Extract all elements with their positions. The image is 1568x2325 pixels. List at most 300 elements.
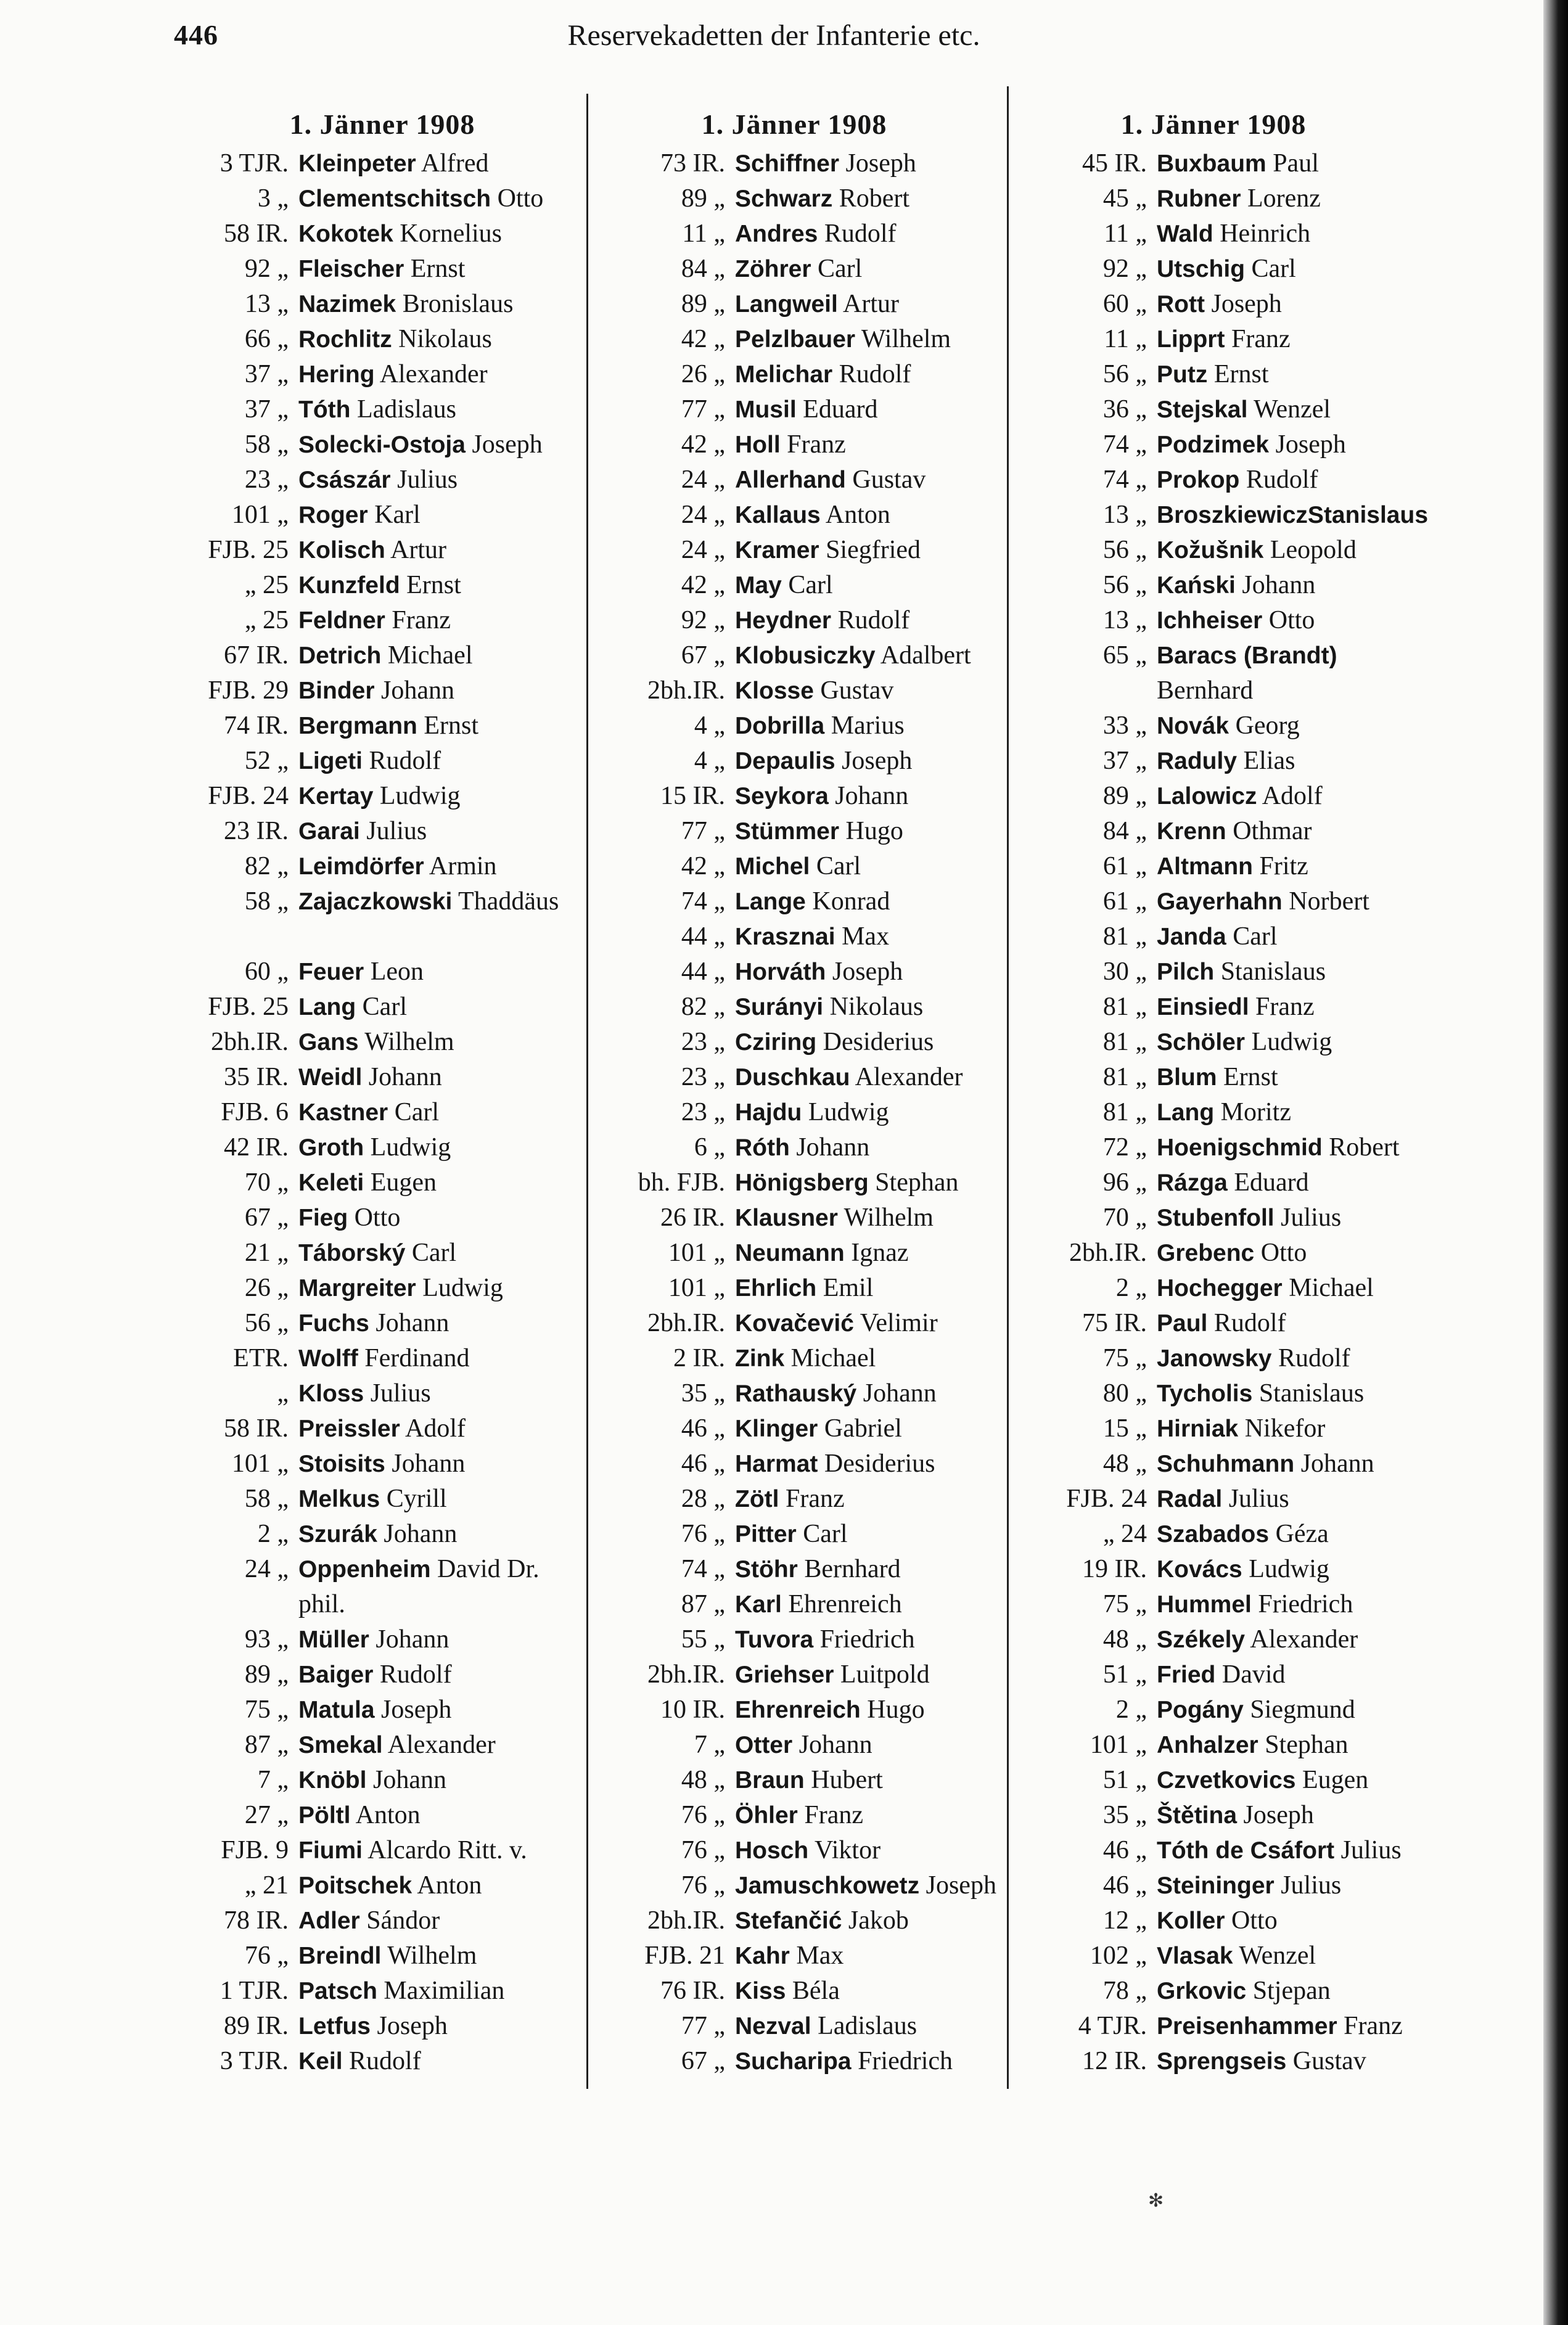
surname: Michel <box>735 853 810 880</box>
list-item <box>185 814 580 849</box>
surname: Fuchs <box>298 1310 369 1337</box>
person-name <box>735 1657 991 1692</box>
surname: Leimdörfer <box>298 853 424 880</box>
list-item <box>597 779 991 814</box>
surname: Schöler <box>1157 1029 1246 1056</box>
surname: Roger <box>298 502 368 528</box>
given-name: Ludwig <box>373 782 461 810</box>
person-name <box>1157 1060 1411 1095</box>
given-name: Cyrill <box>380 1485 447 1513</box>
regiment-code: 92 „ <box>1102 255 1147 283</box>
regiment-code: 46 „ <box>1102 1871 1147 1900</box>
surname: Melichar <box>735 361 833 388</box>
regiment-code: 92 „ <box>244 255 289 283</box>
list-item <box>597 1060 991 1095</box>
entry-list <box>597 146 996 2079</box>
person-name <box>735 1692 991 1728</box>
person-name <box>1157 884 1411 919</box>
list-item <box>185 884 580 954</box>
person-name <box>735 146 991 181</box>
given-name: Leopold <box>1263 536 1357 564</box>
person-name <box>298 884 580 919</box>
given-name: Gustav <box>813 676 894 705</box>
person-name <box>1157 779 1411 814</box>
regiment-code: FJB. 6 <box>221 1098 289 1126</box>
regiment-code: 2 „ <box>257 1520 289 1548</box>
person-name <box>298 1938 580 1974</box>
given-name: David Dr. phil. <box>298 1555 540 1618</box>
regiment-code: 58 „ <box>244 430 289 459</box>
given-name: Robert <box>832 184 910 213</box>
person-name <box>298 673 580 708</box>
regiment-code: 89 „ <box>244 1660 289 1689</box>
list-item <box>1016 1130 1411 1165</box>
person-name <box>735 2044 991 2079</box>
person-name <box>298 1482 580 1517</box>
regiment-code: 73 IR. <box>660 149 725 178</box>
given-name: Rudolf <box>1207 1309 1286 1337</box>
regiment-code: 24 „ <box>681 501 725 529</box>
surname: Altmann <box>1157 853 1253 880</box>
person-name <box>735 498 991 533</box>
list-item <box>1016 252 1411 287</box>
surname: Sucharipa <box>735 2048 852 2075</box>
column-1 <box>185 106 580 2079</box>
surname: Solecki-Ostoja <box>298 432 466 458</box>
list-item <box>597 814 991 849</box>
surname: Gayerhahn <box>1157 888 1283 915</box>
person-name <box>298 744 580 779</box>
regiment-code: 12 IR. <box>1082 2047 1147 2075</box>
surname: Ehrlich <box>735 1275 817 1302</box>
given-name: Eduard <box>1227 1168 1309 1197</box>
person-name <box>1157 1517 1411 1552</box>
list-item <box>597 2044 991 2079</box>
person-name <box>298 216 580 252</box>
surname: Rochlitz <box>298 326 392 353</box>
column-heading: 1. Jänner 1908 <box>289 109 475 140</box>
column-heading: 1. Jänner 1908 <box>1120 109 1307 140</box>
list-item <box>1016 322 1411 357</box>
list-item <box>185 1060 580 1095</box>
regiment-code: 87 „ <box>681 1590 725 1618</box>
list-item <box>185 1411 580 1446</box>
regiment-code: 28 „ <box>681 1485 725 1513</box>
list-item <box>185 357 580 392</box>
person-name <box>1157 1236 1411 1271</box>
surname: Matula <box>298 1697 375 1723</box>
person-name <box>735 252 991 287</box>
given-name: Friedrich <box>851 2047 953 2075</box>
list-item <box>1016 1095 1411 1130</box>
surname: Janowsky <box>1157 1345 1272 1372</box>
list-item <box>597 849 991 884</box>
surname: Zajaczkowski <box>298 888 453 915</box>
given-name: Hubert <box>804 1766 883 1794</box>
surname: Székely <box>1157 1626 1246 1653</box>
regiment-code: 67 IR. <box>224 641 289 670</box>
person-name <box>298 498 580 533</box>
regiment-code: 48 „ <box>681 1766 725 1794</box>
list-item <box>597 1657 991 1692</box>
surname: May <box>735 572 782 599</box>
regiment-code: FJB. 25 <box>208 536 289 564</box>
list-item <box>597 1868 996 1903</box>
given-name: Ernst <box>404 255 466 283</box>
given-name: Julius <box>364 1379 431 1408</box>
person-name <box>735 919 991 954</box>
surname: Seykora <box>735 783 829 810</box>
given-name: Luitpold <box>834 1660 930 1689</box>
list-item <box>1016 1060 1411 1095</box>
person-name <box>1157 1903 1411 1938</box>
list-item <box>185 1692 580 1728</box>
regiment-code: 46 „ <box>1102 1836 1147 1864</box>
surname: Kertay <box>298 783 374 810</box>
surname: Rott <box>1157 291 1205 318</box>
regiment-code: 76 „ <box>681 1836 725 1864</box>
person-name <box>1157 252 1411 287</box>
person-name <box>298 1517 580 1552</box>
surname: Vlasak <box>1157 1943 1233 1969</box>
given-name: Wenzel <box>1247 395 1331 424</box>
person-name <box>298 357 580 392</box>
person-name <box>1157 1165 1411 1200</box>
given-name: Fritz <box>1253 852 1308 880</box>
surname: Hajdu <box>735 1099 802 1126</box>
person-name <box>735 814 991 849</box>
person-name <box>735 1306 991 1341</box>
regiment-code: 6 „ <box>694 1133 725 1162</box>
list-item <box>185 673 580 708</box>
list-item <box>597 498 991 533</box>
given-name: Maximilian <box>377 1977 505 2005</box>
given-name: Alexander <box>1245 1625 1358 1654</box>
list-item <box>597 919 991 954</box>
surname: Musil <box>735 396 797 423</box>
regiment-code: 67 „ <box>681 641 725 670</box>
person-name <box>1157 498 1428 533</box>
given-name: Desiderius <box>818 1450 935 1478</box>
surname: Poitschek <box>298 1872 413 1899</box>
list-item <box>1016 990 1411 1025</box>
given-name: Carl <box>388 1098 440 1126</box>
list-item <box>597 1446 991 1482</box>
person-name <box>298 181 580 216</box>
surname: Rázga <box>1157 1170 1228 1196</box>
given-name: Joseph <box>1204 290 1282 318</box>
list-item <box>185 392 580 427</box>
list-item <box>185 1657 580 1692</box>
given-name: Franz <box>1249 993 1315 1021</box>
list-item <box>185 1622 580 1657</box>
person-name <box>735 181 991 216</box>
surname: Prokop <box>1157 467 1240 493</box>
given-name: Bernhard <box>1157 676 1254 705</box>
list-item <box>185 1833 580 1868</box>
given-name: Johann <box>369 1625 449 1654</box>
regiment-code: 7 „ <box>694 1731 725 1759</box>
regiment-code: 26 „ <box>681 360 725 388</box>
regiment-code: 76 IR. <box>660 1977 725 2005</box>
person-name <box>735 1517 991 1552</box>
list-item <box>1016 1446 1411 1482</box>
given-name: Armin <box>424 852 497 880</box>
given-name: Ferdinand <box>358 1344 470 1372</box>
regiment-code: 75 IR. <box>1082 1309 1147 1337</box>
person-name <box>735 1622 991 1657</box>
list-item <box>1016 1552 1411 1587</box>
list-item <box>185 462 580 498</box>
regiment-code: 65 „ <box>1102 641 1147 670</box>
person-name <box>298 1868 580 1903</box>
regiment-code: 48 „ <box>1102 1625 1147 1654</box>
list-item <box>597 603 991 638</box>
person-name <box>735 322 991 357</box>
regiment-code: „ <box>277 1379 289 1408</box>
surname: Feldner <box>298 607 385 634</box>
surname: Kastner <box>298 1099 388 1126</box>
given-name: Ludwig <box>1245 1028 1332 1056</box>
list-item <box>185 533 580 568</box>
given-name: Adalbert <box>875 641 971 670</box>
regiment-code: 2bh.IR. <box>647 1309 725 1337</box>
surname: Sprengseis <box>1157 2048 1287 2075</box>
regiment-code: 89 „ <box>681 184 725 213</box>
regiment-code: 58 „ <box>244 1485 289 1513</box>
given-name: Eduard <box>796 395 878 424</box>
given-name: Paul <box>1266 149 1319 178</box>
surname: Tuvora <box>735 1626 814 1653</box>
list-item <box>1016 1587 1411 1622</box>
person-name <box>735 1341 991 1376</box>
list-item <box>597 1165 991 1200</box>
regiment-code: 82 „ <box>681 993 725 1021</box>
surname: Langweil <box>735 291 838 318</box>
given-name: Franz <box>1337 2012 1403 2040</box>
surname: Pelzlbauer <box>735 326 856 353</box>
person-name <box>298 1446 580 1482</box>
column-2 <box>597 106 996 2079</box>
given-name: Carl <box>781 571 833 599</box>
given-name: Johann <box>792 1731 872 1759</box>
printer-mark: ✻ <box>1148 2191 1164 2211</box>
regiment-code: 70 „ <box>1102 1204 1147 1232</box>
list-item <box>597 673 991 708</box>
person-name <box>298 533 580 568</box>
regiment-code: 92 „ <box>681 606 725 634</box>
person-name <box>298 1763 580 1798</box>
regiment-code: 15 „ <box>1102 1414 1147 1443</box>
given-name: Otto <box>348 1204 401 1232</box>
given-name: Joseph <box>374 1696 452 1724</box>
regiment-code: 67 „ <box>681 2047 725 2075</box>
list-item <box>1016 1763 1411 1798</box>
list-item <box>185 779 580 814</box>
surname: Ichheiser <box>1157 607 1263 634</box>
person-name <box>298 392 580 427</box>
given-name: Wilhelm <box>855 325 951 353</box>
regiment-code: 24 „ <box>244 1555 289 1583</box>
regiment-code: 74 „ <box>681 887 725 916</box>
surname: Hoenigschmid <box>1157 1134 1323 1161</box>
regiment-code: 78 IR. <box>224 1906 289 1935</box>
list-item <box>1016 954 1411 990</box>
surname: Karl <box>735 1591 782 1618</box>
surname: Bergmann <box>298 713 417 739</box>
list-item <box>185 427 580 462</box>
regiment-code: 101 „ <box>1090 1731 1147 1759</box>
surname: Weidl <box>298 1064 363 1091</box>
surname: Schiffner <box>735 150 840 177</box>
regiment-code: 23 „ <box>244 465 289 494</box>
surname: Horváth <box>735 959 826 985</box>
surname: Hönigsberg <box>735 1170 869 1196</box>
surname: Öhler <box>735 1802 798 1829</box>
given-name: Johann <box>366 1766 446 1794</box>
regiment-code: 4 TJR. <box>1078 2012 1147 2040</box>
person-name <box>1157 2044 1411 2079</box>
person-name <box>735 1728 991 1763</box>
list-item <box>185 1025 580 1060</box>
regiment-code: 77 „ <box>681 395 725 424</box>
given-name: Wenzel <box>1233 1942 1316 1970</box>
list-item <box>185 638 580 673</box>
given-name: Ernst <box>1207 360 1269 388</box>
person-name <box>735 779 991 814</box>
given-name: Georg <box>1229 711 1300 740</box>
surname: Tóth <box>298 396 351 423</box>
given-name: Rudolf <box>1271 1344 1350 1372</box>
regiment-code: 26 „ <box>244 1274 289 1302</box>
surname: Szurák <box>298 1521 377 1548</box>
list-item <box>597 146 991 181</box>
person-name <box>298 1833 580 1868</box>
list-item <box>1016 1482 1411 1517</box>
list-item <box>185 252 580 287</box>
list-item <box>185 849 580 884</box>
surname: Kunzfeld <box>298 572 400 599</box>
person-name <box>735 708 991 744</box>
person-name <box>1157 568 1411 603</box>
surname: Breindl <box>298 1943 382 1969</box>
regiment-code: 4 „ <box>694 747 725 775</box>
person-name <box>1157 533 1411 568</box>
given-name: Joseph <box>835 747 913 775</box>
given-name: Artur <box>385 536 447 564</box>
given-name: Gustav <box>845 465 926 494</box>
surname: Detrich <box>298 642 382 669</box>
person-name <box>1157 1974 1411 2009</box>
given-name: Anton <box>820 501 890 529</box>
given-name: Carl <box>356 993 407 1021</box>
surname: Cziring <box>735 1029 817 1056</box>
person-name <box>735 1482 991 1517</box>
regiment-code: 101 „ <box>668 1239 725 1267</box>
regiment-code: 81 „ <box>1102 1063 1147 1091</box>
list-item <box>185 1552 580 1622</box>
regiment-code: 30 „ <box>1102 957 1147 986</box>
list-item <box>1016 1025 1411 1060</box>
list-item <box>597 1271 991 1306</box>
list-item <box>185 1728 580 1763</box>
regiment-code: 42 „ <box>681 325 725 353</box>
person-name <box>735 1974 991 2009</box>
given-name: Franz <box>779 1485 845 1513</box>
list-item <box>597 462 991 498</box>
surname: BroszkiewiczStanislaus <box>1157 502 1429 528</box>
surname: Radal <box>1157 1486 1223 1512</box>
person-name <box>1157 392 1411 427</box>
person-name <box>735 533 991 568</box>
person-name <box>1157 181 1411 216</box>
list-item <box>1016 1868 1411 1903</box>
list-item <box>1016 1833 1411 1868</box>
regiment-code: 13 „ <box>1102 606 1147 634</box>
given-name: Gabriel <box>818 1414 902 1443</box>
list-item <box>1016 216 1411 252</box>
given-name: Carl <box>811 255 863 283</box>
list-item <box>185 1306 580 1341</box>
list-item <box>597 1341 991 1376</box>
surname: Utschig <box>1157 256 1246 282</box>
surname: Müller <box>298 1626 369 1653</box>
given-name: Joseph <box>371 2012 448 2040</box>
list-item <box>597 1692 991 1728</box>
entry-list <box>185 146 580 2079</box>
surname: Depaulis <box>735 748 835 774</box>
given-name: Bronislaus <box>396 290 514 318</box>
surname: Fleischer <box>298 256 404 282</box>
person-name <box>298 1306 580 1341</box>
regiment-code: 101 „ <box>231 1450 289 1478</box>
given-name: Béla <box>786 1977 840 2005</box>
person-name <box>735 2009 991 2044</box>
list-item <box>597 322 991 357</box>
surname: Wolff <box>298 1345 358 1372</box>
regiment-code: 77 „ <box>681 817 725 845</box>
person-name <box>298 1376 580 1411</box>
regiment-code: 81 „ <box>1102 1098 1147 1126</box>
surname: Lalowicz <box>1157 783 1257 810</box>
given-name: Carl <box>405 1239 457 1267</box>
person-name <box>298 1165 580 1200</box>
list-item <box>1016 1903 1411 1938</box>
given-name: Stanislaus <box>1252 1379 1365 1408</box>
surname: Lipprt <box>1157 326 1225 353</box>
surname: Anhalzer <box>1157 1732 1258 1758</box>
list-item <box>185 1095 580 1130</box>
regiment-code: 84 „ <box>1102 817 1147 845</box>
person-name <box>298 1798 580 1833</box>
regiment-code: 77 „ <box>681 2012 725 2040</box>
regiment-code: 42 „ <box>681 430 725 459</box>
surname: Rathauský <box>735 1380 857 1407</box>
regiment-code: 75 „ <box>1102 1590 1147 1618</box>
person-name <box>1157 1306 1411 1341</box>
surname: Hochegger <box>1157 1275 1283 1302</box>
person-name <box>735 1095 991 1130</box>
person-name <box>1157 638 1411 708</box>
list-item <box>597 1622 991 1657</box>
given-name: Nikefor <box>1238 1414 1326 1443</box>
given-name: Marius <box>824 711 905 740</box>
page-number: 446 <box>174 19 218 51</box>
column-heading: 1. Jänner 1908 <box>701 109 887 140</box>
surname: Keleti <box>298 1170 364 1196</box>
given-name: Elias <box>1237 747 1295 775</box>
person-name <box>1157 744 1411 779</box>
